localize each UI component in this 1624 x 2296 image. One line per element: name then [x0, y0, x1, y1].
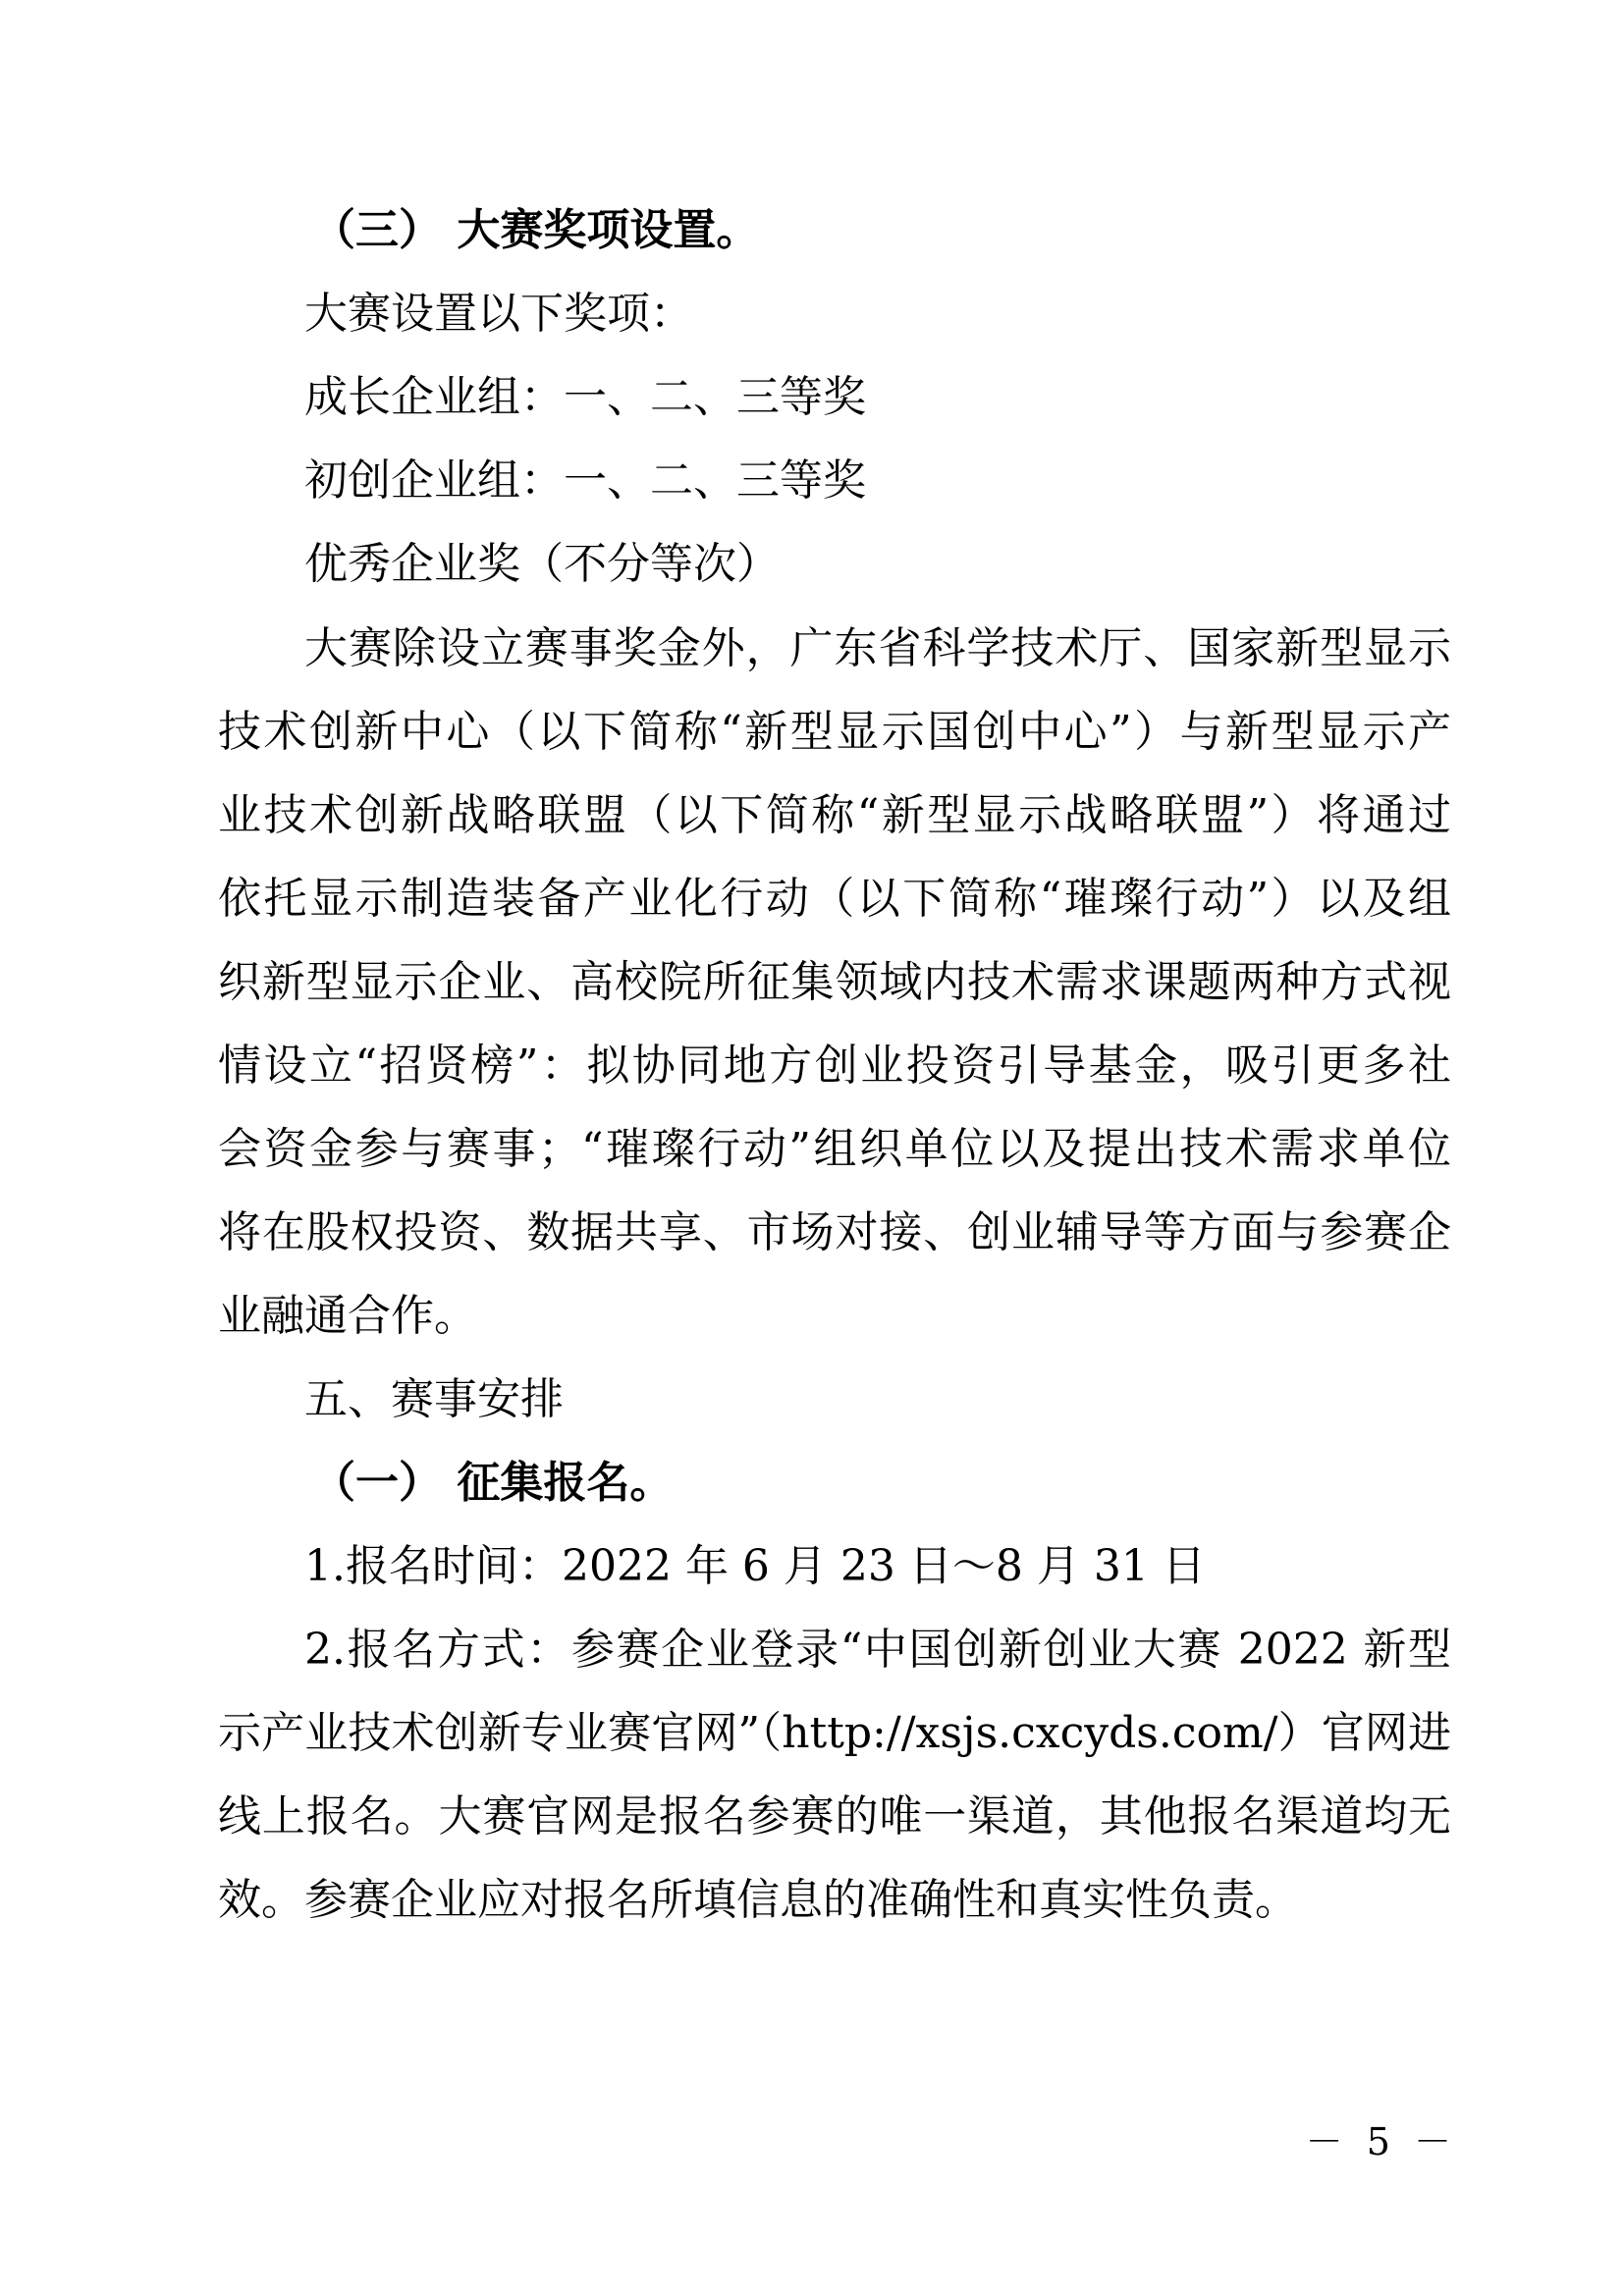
paragraph-line: 2.报名方式：参赛企业登录“中国创新创业大赛 2022 新型: [304, 1625, 1451, 1675]
awards-intro: 大赛设置以下奖项：: [304, 289, 693, 339]
paragraph-line: 效。参赛企业应对报名所填信息的准确性和真实性负责。: [218, 1875, 1298, 1925]
award-excellent-enterprise: 优秀企业奖（不分等次）: [304, 539, 780, 589]
paragraph-line: 线上报名。大赛官网是报名参赛的唯一渠道，其他报名渠道均无: [218, 1791, 1451, 1842]
section-heading-registration: （一） 征集报名。: [312, 1458, 674, 1508]
paragraph-line: 技术创新中心（以下简称“新型显示国创中心”）与新型显示产: [218, 707, 1451, 757]
paragraph-line: 织新型显示企业、高校院所征集领域内技术需求课题两种方式视: [218, 957, 1451, 1007]
section-heading-awards: （三） 大赛奖项设置。: [312, 205, 760, 255]
section-heading-schedule: 五、赛事安排: [304, 1374, 564, 1424]
paragraph-line: 情设立“招贤榜”：拟协同地方创业投资引导基金，吸引更多社: [218, 1041, 1451, 1091]
paragraph-line: 会资金参与赛事；“璀璨行动”组织单位以及提出技术需求单位: [218, 1124, 1451, 1174]
award-startup-group: 初创企业组：一、二、三等奖: [304, 455, 866, 506]
paragraph-line: 业技术创新战略联盟（以下简称“新型显示战略联盟”）将通过: [218, 790, 1451, 840]
paragraph-line: 业融通合作。: [218, 1291, 477, 1341]
award-growth-group: 成长企业组：一、二、三等奖: [304, 372, 866, 422]
page-number: － 5 －: [1305, 2120, 1457, 2163]
paragraph-line: 将在股权投资、数据共享、市场对接、创业辅导等方面与参赛企: [218, 1207, 1451, 1257]
paragraph-line: 示产业技术创新专业赛官网”（http://xsjs.cxcyds.com/）官网进: [218, 1708, 1451, 1758]
registration-time: 1.报名时间：2022 年 6 月 23 日～8 月 31 日: [304, 1541, 1206, 1591]
paragraph-line: 大赛除设立赛事奖金外，广东省科学技术厅、国家新型显示: [304, 623, 1451, 673]
paragraph-line: 依托显示制造装备产业化行动（以下简称“璀璨行动”）以及组: [218, 874, 1451, 924]
